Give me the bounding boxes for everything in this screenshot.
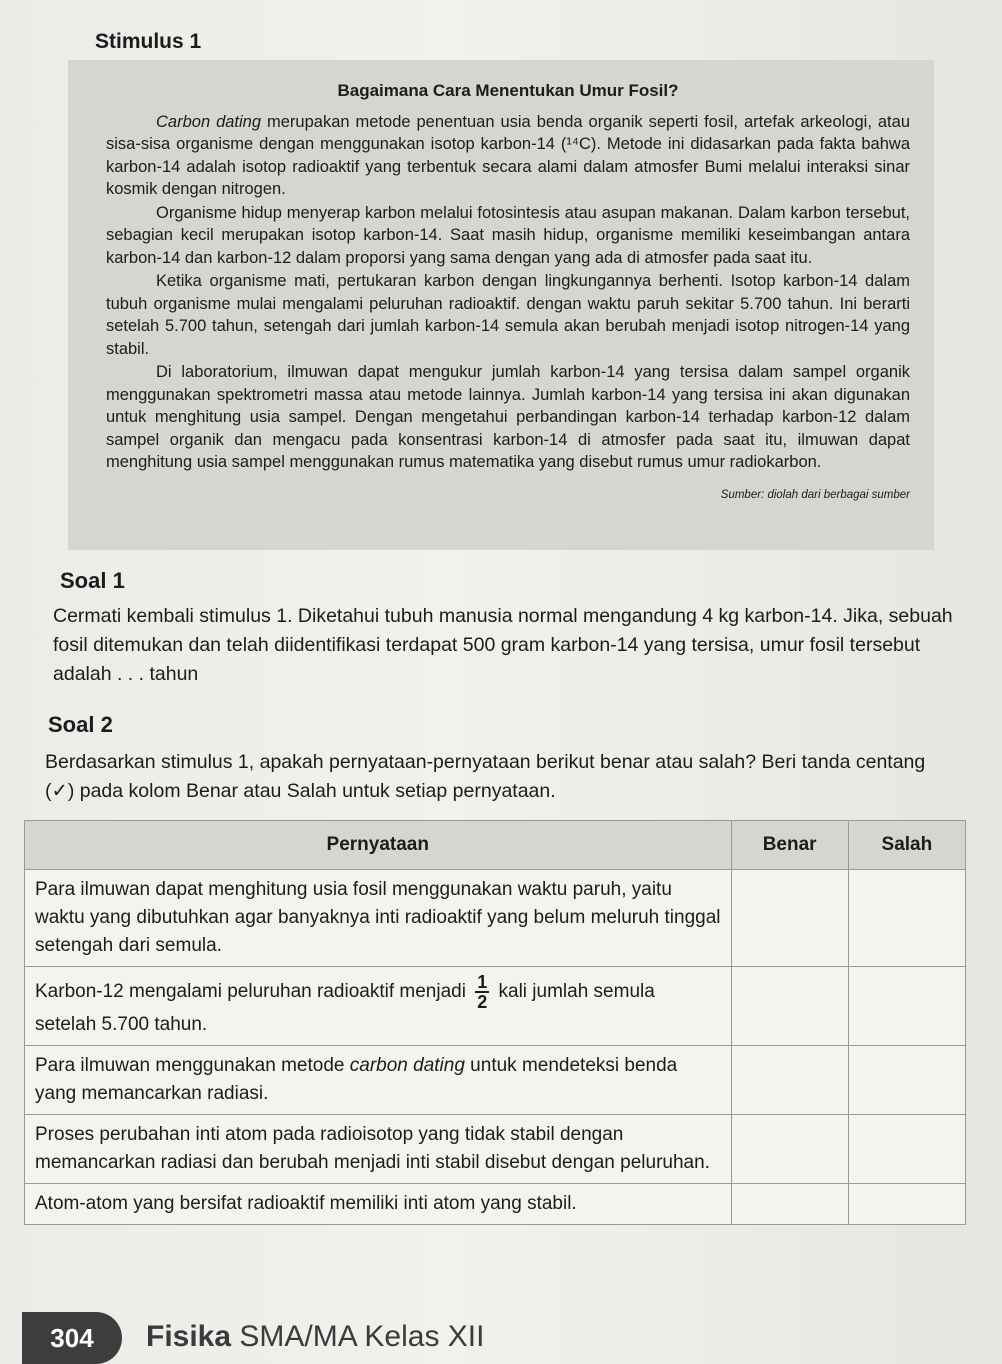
statement-2: [25, 967, 732, 1046]
page-footer: [22, 1312, 622, 1364]
soal-2-title: Soal 2: [48, 712, 113, 737]
book-title-level: SMA/MA Kelas XII: [231, 1320, 485, 1353]
statement-4: Proses perubahan inti atom pada radioisotop yang tidak stabil dengan memancarkan radiasi dan berubah menjadi inti stabil disebut dengan peluruhan.: [25, 1115, 732, 1184]
statement-3-italic: carbon dating: [349, 1055, 465, 1076]
book-title: [146, 1320, 484, 1354]
stimulus-title: Bagaimana Cara Menentukan Umur Fosil?: [337, 81, 679, 100]
fraction-denominator: 2: [477, 992, 488, 1012]
table-row: [25, 1115, 966, 1184]
statement-2-pre: Karbon-12 mengalami peluruhan radioaktif menjadi: [35, 981, 466, 1003]
table-header-row: [25, 821, 966, 870]
statement-3-pre: Para ilmuwan menggunakan metode: [35, 1055, 350, 1076]
benar-cell-5[interactable]: [731, 1184, 848, 1225]
table-row: [25, 967, 966, 1046]
stimulus-source: Sumber: diolah dari berbagai sumber: [720, 488, 910, 501]
carbon-dating-term: Carbon dating: [156, 112, 262, 131]
page-number: 304: [22, 1312, 122, 1364]
header-salah: Salah: [848, 821, 965, 870]
table-row: [25, 1184, 966, 1225]
statement-1: Para ilmuwan dapat menghitung usia fosil menggunakan waktu paruh, yaitu waktu yang dibutuhkan agar banyaknya inti radioaktif yang belum meluruh tinggal setengah dari semula.: [25, 870, 732, 967]
stimulus-paragraph-4: Di laboratorium, ilmuwan dapat mengukur jumlah karbon-14 yang tersisa dalam sampel organik menggunakan spektrometri massa atau metode lainnya. Jumlah karbon-14 yang tersisa ini akan digunakan untuk menghitung usia sampel. Dengan mengetahui perbandingan karbon-14 terhadap karbon-12 dalam sampel organik dan mengacu pada konsentrasi karbon-14 di atmosfer pada saat itu, ilmuwan dapat menghitung usia sampel menggunakan rumus matematika yang disebut rumus umur radiokarbon.: [106, 363, 910, 471]
benar-cell-4[interactable]: [731, 1115, 848, 1184]
soal-2-text: Berdasarkan stimulus 1, apakah pernyataan-pernyataan berikut benar atau salah? Beri tanda centang (✓) pada kolom Benar atau Salah untuk setiap pernyataan.: [45, 751, 926, 802]
book-title-subject: Fisika: [146, 1320, 232, 1353]
statement-5: Atom-atom yang bersifat radioaktif memiliki inti atom yang stabil.: [25, 1184, 732, 1225]
table-row: [25, 1046, 966, 1115]
stimulus-paragraph-1: [106, 111, 910, 201]
salah-cell-1[interactable]: [848, 870, 965, 967]
stimulus-label: Stimulus 1: [95, 30, 202, 53]
benar-cell-2[interactable]: [731, 967, 848, 1046]
soal-1-title: Soal 1: [60, 568, 125, 593]
header-pernyataan: Pernyataan: [25, 821, 732, 870]
table-row: [25, 870, 966, 967]
stimulus-box: [68, 60, 934, 550]
salah-cell-4[interactable]: [848, 1115, 965, 1184]
statement-table: [24, 820, 966, 1225]
header-benar: Benar: [731, 821, 848, 870]
stimulus-paragraph-2: Organisme hidup menyerap karbon melalui fotosintesis atau asupan makanan. Dalam karbon tersebut, sebagian kecil merupakan isotop karbon-14. Saat masih hidup, organisme memiliki keseimbangan antara karbon-14 dan karbon-12 dalam proporsi yang sama dengan yang ada di atmosfer pada saat itu.: [106, 203, 910, 267]
statement-2-post: kali jumlah semula setelah 5.700 tahun.: [35, 981, 655, 1035]
fraction-numerator: 1: [477, 972, 488, 992]
stimulus-paragraph-3: Ketika organisme mati, pertukaran karbon dengan lingkungannya berhenti. Isotop karbon-14 dalam tubuh organisme mulai mengalami peluruhan radioaktif. dengan waktu paruh sekitar 5.700 tahun. Ini berarti setelah 5.700 tahun, setengah dari jumlah karbon-14 semula akan berubah menjadi isotop nitrogen-14 yang stabil.: [106, 272, 910, 358]
benar-cell-1[interactable]: [731, 870, 848, 967]
salah-cell-2[interactable]: [848, 967, 965, 1046]
soal-1-text: Cermati kembali stimulus 1. Diketahui tubuh manusia normal mengandung 4 kg karbon-14. Jika, sebuah fosil ditemukan dan telah diidentifikasi terdapat 500 gram karbon-14 yang tersisa, umur fosil tersebut adalah . . . tahun: [53, 605, 953, 685]
statement-3-post: untuk mendeteksi benda yang memancarkan radiasi.: [35, 1055, 678, 1104]
statement-3: [25, 1046, 732, 1115]
salah-cell-3[interactable]: [848, 1046, 965, 1115]
stimulus-paragraph-1-text: merupakan metode penentuan usia benda organik seperti fosil, artefak arkeologi, atau sisa-sisa organisme dengan menggunakan isotop karbon-14 (¹⁴C). Metode ini didasarkan pada fakta bahwa karbon-14 adalah isotop radioaktif yang terbentuk secara alami dalam atmosfer Bumi melalui interaksi sinar kosmik dengan nitrogen.: [106, 112, 910, 198]
benar-cell-3[interactable]: [731, 1046, 848, 1115]
fraction-one-half: [475, 973, 489, 1011]
salah-cell-5[interactable]: [848, 1184, 965, 1225]
